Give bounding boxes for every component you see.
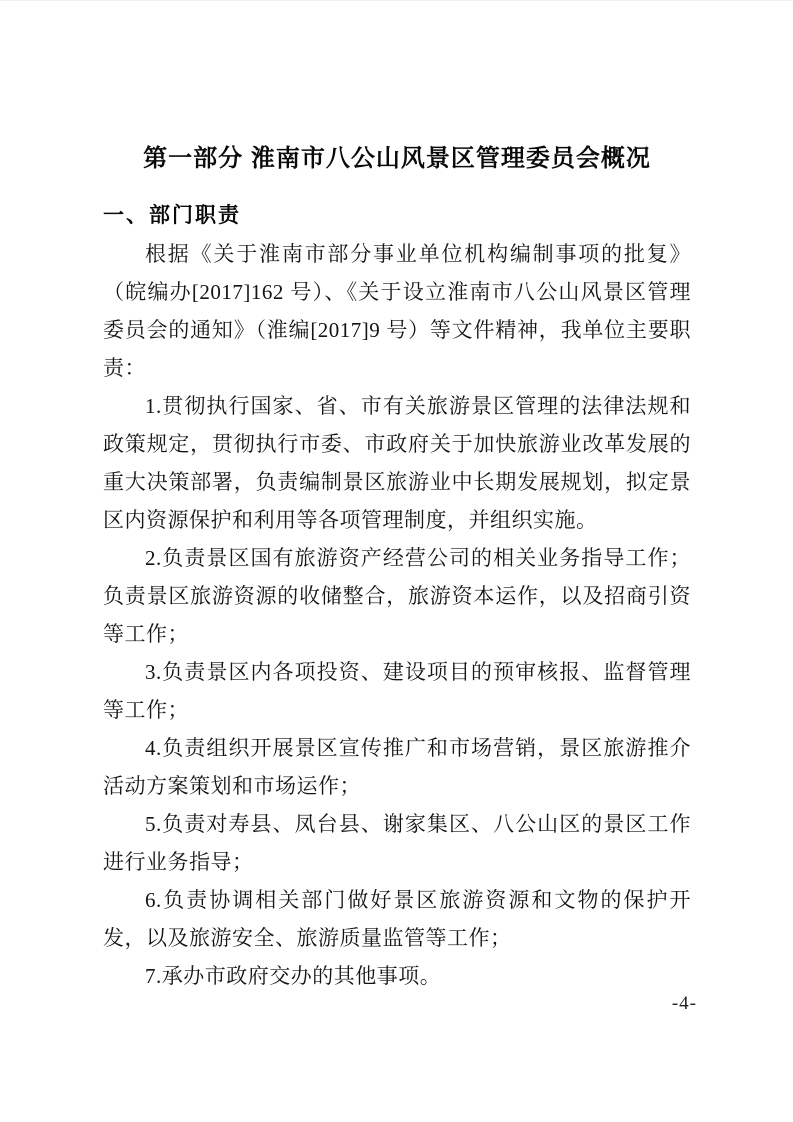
paragraph-duty-6: 6.负责协调相关部门做好景区旅游资源和文物的保护开发，以及旅游安全、旅游质量监管等工作； xyxy=(103,888,691,950)
paragraph-duty-4: 4.负责组织开展景区宣传推广和市场营销，景区旅游推介活动方案策划和市场运作； xyxy=(103,736,691,798)
paragraph-duty-2: 2.负责景区国有旅游资产经营公司的相关业务指导工作；负责景区旅游资源的收储整合，旅游资本运作，以及招商引资等工作； xyxy=(103,546,691,646)
paragraph-duty-5: 5.负责对寿县、凤台县、谢家集区、八公山区的景区工作进行业务指导； xyxy=(103,812,691,874)
paragraph-duty-3: 3.负责景区内各项投资、建设项目的预审核报、监督管理等工作； xyxy=(103,660,691,722)
section-heading: 一、部门职责 xyxy=(103,204,241,227)
paragraph-duty-7: 7.承办市政府交办的其他事项。 xyxy=(145,964,442,988)
document-content xyxy=(103,140,691,995)
page-title: 第一部分 淮南市八公山风景区管理委员会概况 xyxy=(143,145,651,172)
paragraph-intro: 根据《关于淮南市部分事业单位机构编制事项的批复》（皖编办[2017]162 号）、《关于设立淮南市八公山风景区管理委员会的通知》（淮编[2017]9 号）等文件精神，我单位主要职责： xyxy=(103,242,691,380)
page-number: -4- xyxy=(671,993,697,1014)
paragraph-duty-1: 1.贯彻执行国家、省、市有关旅游景区管理的法律法规和政策规定，贯彻执行市委、市政府关于加快旅游业改革发展的重大决策部署，负责编制景区旅游业中长期发展规划，拟定景区内资源保护和利用等各项管理制度，并组织实施。 xyxy=(103,394,691,532)
